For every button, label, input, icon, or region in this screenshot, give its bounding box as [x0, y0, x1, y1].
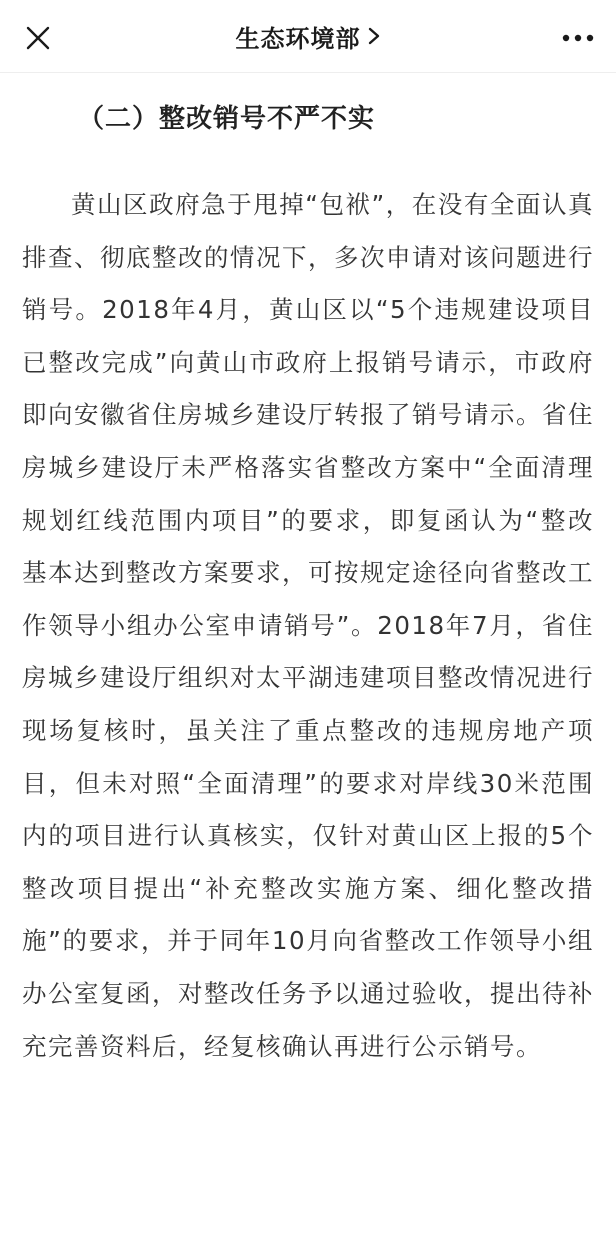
- page-title: 生态环境部: [235, 24, 361, 53]
- more-horizontal-icon: [561, 33, 595, 43]
- account-title-link[interactable]: [236, 19, 381, 54]
- more-options-button[interactable]: [556, 18, 600, 58]
- title-container: [0, 0, 616, 72]
- chevron-right-icon: [367, 26, 381, 46]
- section-heading: （二）整改销号不严不实: [78, 104, 376, 134]
- article-paragraph: 黄山区政府急于甩掉“包袱”，在没有全面认真排查、彻底整改的情况下，多次申请对该问题进行销号。2018年4月，黄山区以“5个违规建设项目已整改完成”向黄山市政府上报销号请示，市政府即向安徽省住房城乡建设厅转报了销号请示。省住房城乡建设厅未严格落实省整改方案中“全面清理规划红线范围内项目”的要求，即复函认为“整改基本达到整改方案要求，可按规定途径向省整改工作领导小组办公室申请销号”。2018年7月，省住房城乡建设厅组织对太平湖违建项目整改情况进行现场复核时，虽关注了重点整改的违规房地产项目，但未对照“全面清理”的要求对岸线30米范围内的项目进行认真核实，仅针对黄山区上报的5个整改项目提出“补充整改实施方案、细化整改措施”的要求，并于同年10月向省整改工作领导小组办公室复函，对整改任务予以通过验收，提出待补充完善资料后，经复核确认再进行公示销号。: [22, 190, 594, 1061]
- close-button[interactable]: [18, 18, 58, 58]
- top-bar: [0, 0, 616, 73]
- article-content: [0, 97, 616, 1073]
- close-icon: [25, 25, 51, 51]
